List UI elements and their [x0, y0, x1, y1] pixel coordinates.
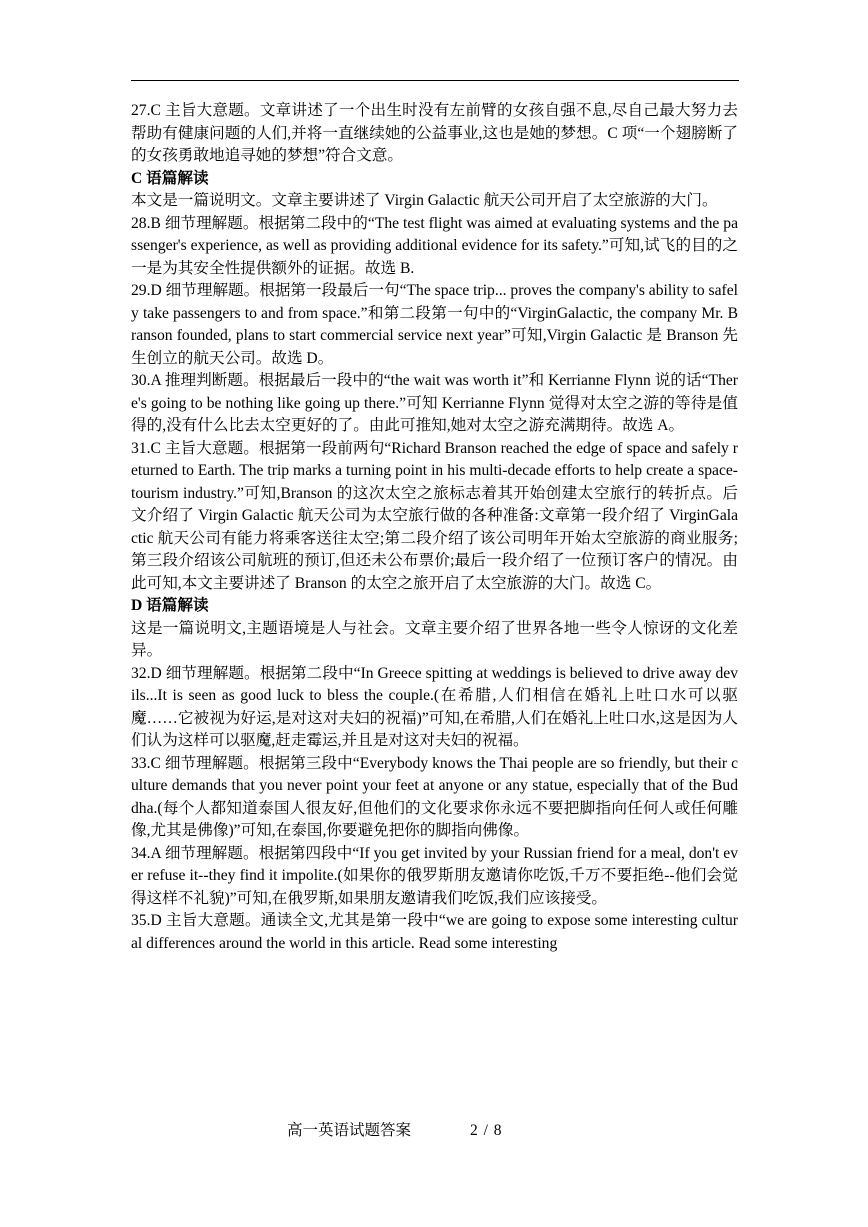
section-heading: D 语篇解读 — [131, 597, 209, 614]
answer-content — [131, 100, 738, 955]
answer-paragraph: 34.A 细节理解题。根据第四段中“If you get invited by your Russian friend for a meal, don't ever refuse it--they find it impolite.(如果你的俄罗斯朋友邀请你吃饭,千万不要拒绝--他们会觉得这样不礼貌)”可知,在俄罗斯,如果朋友邀请我们吃饭,我们应该接受。 — [131, 844, 738, 907]
answer-paragraph: 28.B 细节理解题。根据第二段中的“The test flight was aimed at evaluating systems and the passenger's experience, as well as providing additional evidence for its safety.”可知,试飞的目的之一是为其安全性提供额外的证据。故选 B. — [131, 214, 738, 277]
header-rule — [131, 80, 739, 81]
answer-paragraph: 27.C 主旨大意题。文章讲述了一个出生时没有左前臂的女孩自强不息,尽自己最大努力去帮助有健康问题的人们,并将一直继续她的公益事业,这也是她的梦想。C 项“一个翅膀断了的女孩勇敢地追寻她的梦想”符合文意。 — [131, 102, 738, 164]
section-heading: C 语篇解读 — [131, 169, 209, 187]
answer-paragraph: 32.D 细节理解题。根据第二段中“In Greece spitting at weddings is believed to drive away devils...It is seen as good luck to bless the couple.(在希腊,人们相信在婚礼上吐口水可以驱魔……它被视为好运,是对这对夫妇的祝福)”可知,在希腊,人们在婚礼上吐口水,这是因为人们认为这样可以驱魔,赶走霉运,并且是对这对夫妇的祝福。 — [131, 664, 738, 749]
footer-title: 高一英语试题答案 — [287, 1122, 412, 1139]
answer-paragraph: 30.A 推理判断题。根据最后一段中的“the wait was worth it”和 Kerrianne Flynn 说的话“There's going to be nothing like going up there.”可知 Kerrianne Flynn 觉得对太空之游的等待是值得的,没有什么比去太空更好的了。由此可推知,她对太空之游充满期待。故选 A。 — [131, 372, 738, 434]
page-footer — [0, 1120, 868, 1144]
answer-paragraph: 29.D 细节理解题。根据第一段最后一句“The space trip... proves the company's ability to safely take passengers to and from space.”和第二段第一句中的“VirginGalactic, the company Mr. Branson founded, plans to start commercial service next year”可知,Virgin Galactic 是 Branson 先生创立的航天公司。故选 D。 — [131, 282, 738, 367]
answer-paragraph: 本文是一篇说明文。文章主要讲述了 Virgin Galactic 航天公司开启了太空旅游的大门。 — [131, 192, 718, 209]
answer-paragraph: 这是一篇说明文,主题语境是人与社会。文章主要介绍了世界各地一些令人惊讶的文化差异。 — [131, 619, 738, 659]
answer-paragraph: 33.C 细节理解题。根据第三段中“Everybody knows the Thai people are so friendly, but their culture demands that you never point your feet at anyone or any statue, especially that of the Buddha.(每个人都知道泰国人很友好,但他们的文化要求你永远不要把脚指向任何人或任何雕像,尤其是佛像)”可知,在泰国,你要避免把你的脚指向佛像。 — [131, 754, 738, 839]
answer-paragraph: 35.D 主旨大意题。通读全文,尤其是第一段中“we are going to expose some interesting cultural differences around the world in this article. Read some interesting — [131, 912, 738, 952]
page-number: 2 / 8 — [470, 1122, 503, 1139]
answer-paragraph: 31.C 主旨大意题。根据第一段前两句“Richard Branson reached the edge of space and safely returned to Earth. The trip marks a turning point in his multi-decade efforts to help create a space-tourism industry.”可知,Branson 的这次太空之旅标志着其开始创建太空旅行的转折点。后文介绍了 Virgin Galactic 航天公司为太空旅行做的各种准备:文章第一段介绍了 VirginGalactic 航天公司有能力将乘客送往太空;第二段介绍了该公司明年开始太空旅游的商业服务;第三段介绍该公司航班的预订,但还未公布票价;最后一段介绍了一位预订客户的情况。由此可知,本文主要讲述了 Branson 的太空之旅开启了太空旅游的大门。故选 C。 — [131, 439, 738, 592]
